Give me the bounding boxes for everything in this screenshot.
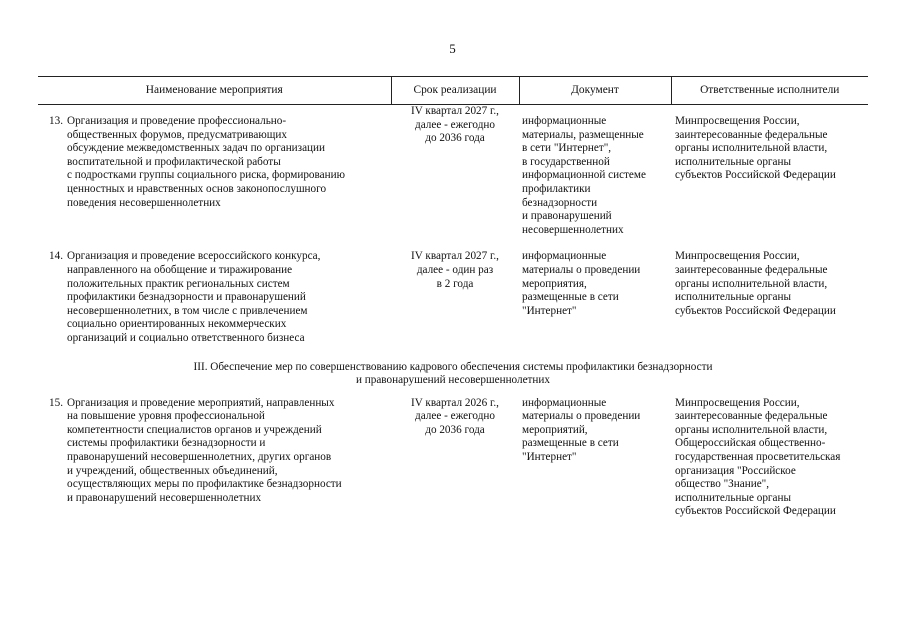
text-line: воспитательной и профилактической работы bbox=[67, 155, 281, 168]
text-line: субъектов Российской Федерации bbox=[675, 169, 836, 182]
text-line: "Интернет" bbox=[522, 304, 577, 317]
text-line: поведения несовершеннолетних bbox=[67, 196, 221, 209]
document-cell bbox=[519, 105, 671, 238]
text-line: материалы о проведении bbox=[522, 263, 641, 276]
text-line: профилактики bbox=[522, 182, 591, 195]
header-document: Документ bbox=[519, 77, 671, 105]
term-cell bbox=[391, 105, 519, 238]
table-header-row bbox=[38, 77, 868, 105]
text-line: мероприятий, bbox=[522, 423, 588, 436]
text-line: информационные bbox=[522, 115, 607, 127]
text-line: "Интернет" bbox=[522, 451, 577, 464]
text-line: органы исполнительной власти, bbox=[675, 423, 828, 436]
row-number: 13. bbox=[49, 115, 63, 127]
text-line: общество "Знание", bbox=[675, 478, 770, 491]
text-line: информационной системе bbox=[522, 169, 646, 182]
text-line: компетентности специалистов органов и учреждений bbox=[67, 423, 322, 436]
header-name: Наименование мероприятия bbox=[38, 77, 391, 105]
text-line: заинтересованные федеральные bbox=[675, 410, 828, 423]
text-line: профилактики безнадзорности и правонарушений bbox=[67, 291, 306, 304]
text-line: Организация и проведение всероссийского конкурса, bbox=[67, 250, 321, 263]
text-line: Организация и проведение мероприятий, направленных bbox=[67, 396, 335, 409]
text-line: несовершеннолетних, в том числе с привлечением bbox=[67, 304, 308, 317]
text-line: до 2036 года bbox=[425, 423, 485, 436]
table-row-14 bbox=[38, 250, 868, 345]
section-title bbox=[38, 359, 868, 391]
text-line: размещенные в сети bbox=[522, 291, 619, 304]
document-cell bbox=[519, 397, 671, 519]
text-line: системы профилактики безнадзорности и bbox=[67, 437, 266, 450]
table-row-13 bbox=[38, 105, 868, 238]
text-line: организаций и социально ответственного бизнеса bbox=[67, 331, 305, 344]
header-term: Срок реализации bbox=[391, 77, 519, 105]
text-line: и учреждений, общественных объединений, bbox=[67, 464, 278, 477]
document-cell bbox=[519, 250, 671, 345]
row-number: 15. bbox=[49, 396, 63, 409]
text-line: до 2036 года bbox=[425, 132, 485, 145]
text-line: на повышение уровня профессиональной bbox=[67, 410, 265, 423]
text-line: осуществляющих меры по профилактике безнадзорности bbox=[67, 478, 342, 491]
text-line: исполнительные органы bbox=[675, 291, 791, 304]
text-line: государственная просветительская bbox=[675, 451, 841, 464]
text-line: правонарушений несовершеннолетних, других органов bbox=[67, 451, 332, 464]
responsible-cell bbox=[671, 397, 868, 519]
term-cell bbox=[391, 250, 519, 345]
text-line: мероприятия, bbox=[522, 277, 587, 290]
text-line: далее - ежегодно bbox=[415, 118, 495, 131]
section-heading-row bbox=[38, 359, 868, 391]
text-line: IV квартал 2027 г., bbox=[411, 105, 499, 117]
row-number: 14. bbox=[49, 250, 63, 263]
text-line: материалы о проведении bbox=[522, 410, 641, 423]
page-number: 5 bbox=[449, 41, 456, 56]
responsible-cell bbox=[671, 105, 868, 238]
text-line: Минпросвещения России, bbox=[675, 250, 800, 263]
text-line: с подростками группы социального риска, формированию bbox=[67, 169, 345, 182]
text-line: информационные bbox=[522, 396, 607, 409]
text-line: обсуждение межведомственных задач по организации bbox=[67, 142, 326, 155]
text-line: заинтересованные федеральные bbox=[675, 263, 828, 276]
text-line: размещенные в сети bbox=[522, 437, 619, 450]
table-row-15 bbox=[38, 397, 868, 519]
text-line: органы исполнительной власти, bbox=[675, 142, 828, 155]
text-line: ценностных и нравственных основ законопослушного bbox=[67, 182, 327, 195]
text-line: материалы, размещенные bbox=[522, 128, 644, 141]
event-name bbox=[67, 397, 391, 506]
event-name bbox=[67, 250, 391, 345]
event-name bbox=[67, 115, 391, 210]
text-line: IV квартал 2026 г., bbox=[411, 396, 499, 409]
text-line: направленного на обобщение и тиражирование bbox=[67, 263, 293, 276]
action-plan-table bbox=[38, 76, 868, 519]
responsible-cell bbox=[671, 250, 868, 345]
text-line: Минпросвещения России, bbox=[675, 115, 800, 127]
text-line: социально ориентированных некоммерческих bbox=[67, 318, 287, 331]
text-line: Общероссийская общественно- bbox=[675, 437, 826, 450]
text-line: в сети "Интернет", bbox=[522, 142, 612, 155]
text-line: субъектов Российской Федерации bbox=[675, 505, 836, 518]
text-line: Организация и проведение профессионально- bbox=[67, 115, 287, 127]
text-line: информационные bbox=[522, 250, 607, 263]
text-line: несовершеннолетних bbox=[522, 223, 624, 236]
text-line: и правонарушений несовершеннолетних bbox=[355, 374, 551, 387]
text-line: Минпросвещения России, bbox=[675, 396, 800, 409]
header-responsible: Ответственные исполнители bbox=[671, 77, 868, 105]
text-line: положительных практик региональных систем bbox=[67, 277, 290, 290]
text-line: исполнительные органы bbox=[675, 491, 791, 504]
text-line: безнадзорности bbox=[522, 196, 598, 209]
text-line: организация "Российское bbox=[675, 464, 796, 477]
text-line: заинтересованные федеральные bbox=[675, 128, 828, 141]
text-line: исполнительные органы bbox=[675, 155, 791, 168]
text-line: в государственной bbox=[522, 155, 610, 168]
text-line: в 2 года bbox=[436, 277, 474, 290]
text-line: и правонарушений несовершеннолетних bbox=[67, 491, 262, 504]
text-line: III. Обеспечение мер по совершенствованию кадрового обеспечения системы профилактики безнадзорности bbox=[193, 360, 713, 373]
text-line: субъектов Российской Федерации bbox=[675, 304, 836, 317]
text-line: далее - один раз bbox=[416, 263, 494, 276]
text-line: далее - ежегодно bbox=[415, 410, 495, 423]
text-line: IV квартал 2027 г., bbox=[411, 250, 499, 263]
text-line: общественных форумов, предусматривающих bbox=[67, 128, 287, 141]
text-line: органы исполнительной власти, bbox=[675, 277, 828, 290]
term-cell bbox=[391, 397, 519, 519]
text-line: и правонарушений bbox=[522, 210, 612, 223]
